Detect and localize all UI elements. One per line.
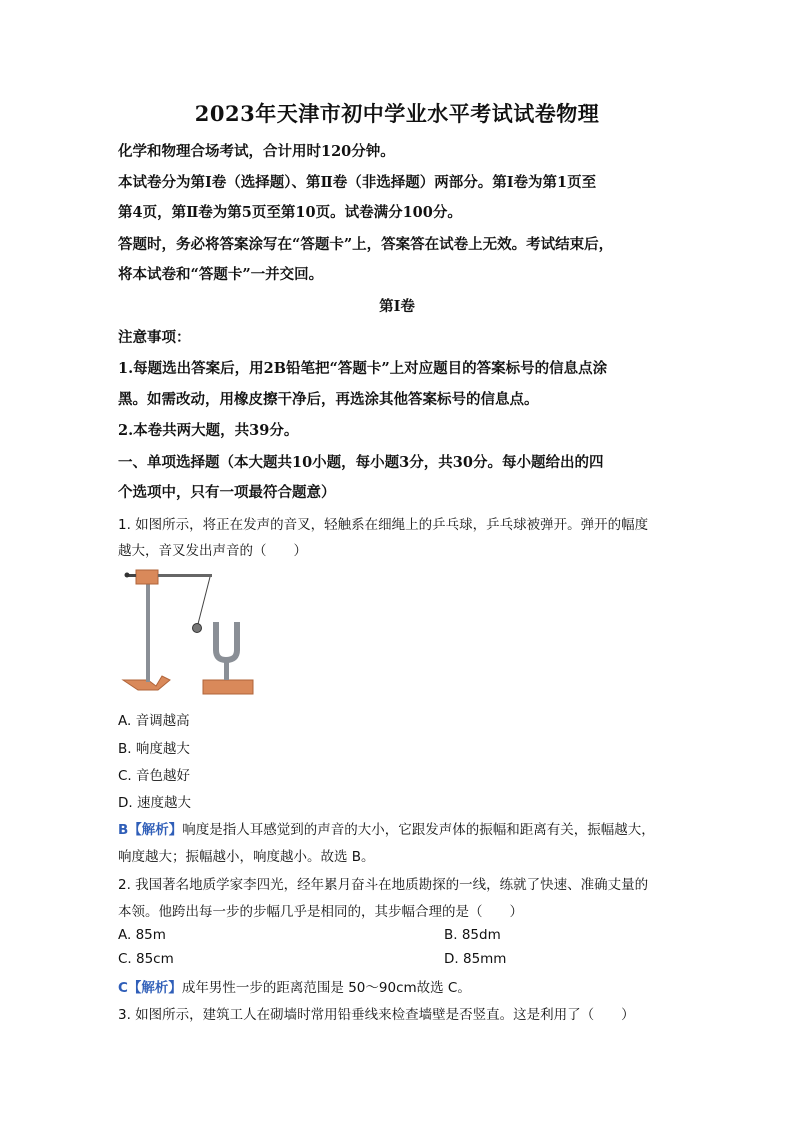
q1-option-c: C. 音色越好	[118, 768, 191, 784]
notes-heading: 注意事项：	[118, 329, 191, 346]
intro-line-1: 化学和物理合场考试，合计用时120分钟。	[118, 143, 395, 160]
q2-option-a: A. 85m	[118, 927, 166, 943]
q1-option-b: B. 响度越大	[118, 741, 190, 757]
q1-answer-tag: 【解析】	[128, 822, 183, 838]
q2-answer-letter: C	[118, 980, 128, 996]
q1-option-a: A. 音调越高	[118, 713, 190, 729]
q2-answer-text: 成年男性一步的距离范围是 50～90cm故选 C。	[181, 980, 471, 996]
q1-answer-text-a: 响度是指人耳感觉到的声音的大小，它跟发声体的振幅和距离有关，振幅越大，	[182, 822, 655, 838]
q2-stem-a: 2. 我国著名地质学家李四光，经年累月奋斗在地质勘探的一线，练就了快速、准确丈量的	[118, 877, 649, 893]
note-1a: 1.每题选出答案后，用2B铅笔把“答题卡”上对应题目的答案标号的信息点涂	[118, 360, 608, 377]
q2-answer-line	[118, 976, 471, 996]
q2-option-b: B. 85dm	[444, 927, 501, 943]
q1-answer-line-a	[118, 818, 655, 838]
intro-line-4: 答题时，务必将答案涂写在“答题卡”上，答案答在试卷上无效。考试结束后，	[118, 236, 614, 253]
q1-answer-letter: B	[118, 822, 129, 838]
note-2: 2.本卷共两大题，共39分。	[118, 422, 299, 439]
intro-line-3: 第4页，第Ⅱ卷为第5页至第10页。试卷满分100分。	[118, 204, 462, 221]
page-title: 2023年天津市初中学业水平考试试卷物理	[194, 101, 600, 126]
q2-option-c: C. 85cm	[118, 951, 174, 967]
intro-line-2: 本试卷分为第Ⅰ卷（选择题）、第Ⅱ卷（非选择题）两部分。第Ⅰ卷为第1页至	[118, 174, 597, 191]
part1-heading-a: 一、单项选择题（本大题共10小题，每小题3分，共30分。每小题给出的四	[118, 454, 604, 471]
q2-stem-b: 本领。他跨出每一步的步幅几乎是相同的，其步幅合理的是（ ）	[118, 904, 523, 920]
note-1b: 黑。如需改动，用橡皮擦干净后，再选涂其他答案标号的信息点。	[118, 391, 539, 408]
q3-stem-a: 3. 如图所示，建筑工人在砌墙时常用铅垂线来检查墙壁是否竖直。这是利用了（ ）	[118, 1007, 635, 1023]
section-title: 第Ⅰ卷	[379, 298, 415, 315]
intro-line-5: 将本试卷和“答题卡”一并交回。	[118, 266, 324, 283]
q1-stem-b: 越大，音叉发出声音的（ ）	[118, 543, 307, 559]
q2-answer-tag: 【解析】	[127, 980, 182, 996]
part1-heading-b: 个选项中，只有一项最符合题意）	[118, 484, 336, 501]
q1-option-d: D. 速度越大	[118, 795, 191, 811]
tuning-fork-figure	[118, 562, 268, 706]
q1-answer-text-b: 响度越大；振幅越小，响度越小。故选 B。	[118, 849, 375, 865]
q2-option-d: D. 85mm	[444, 951, 507, 967]
q1-stem-a: 1. 如图所示，将正在发声的音叉，轻触系在细绳上的乒乓球，乒乓球被弹开。弹开的幅度	[118, 517, 649, 533]
